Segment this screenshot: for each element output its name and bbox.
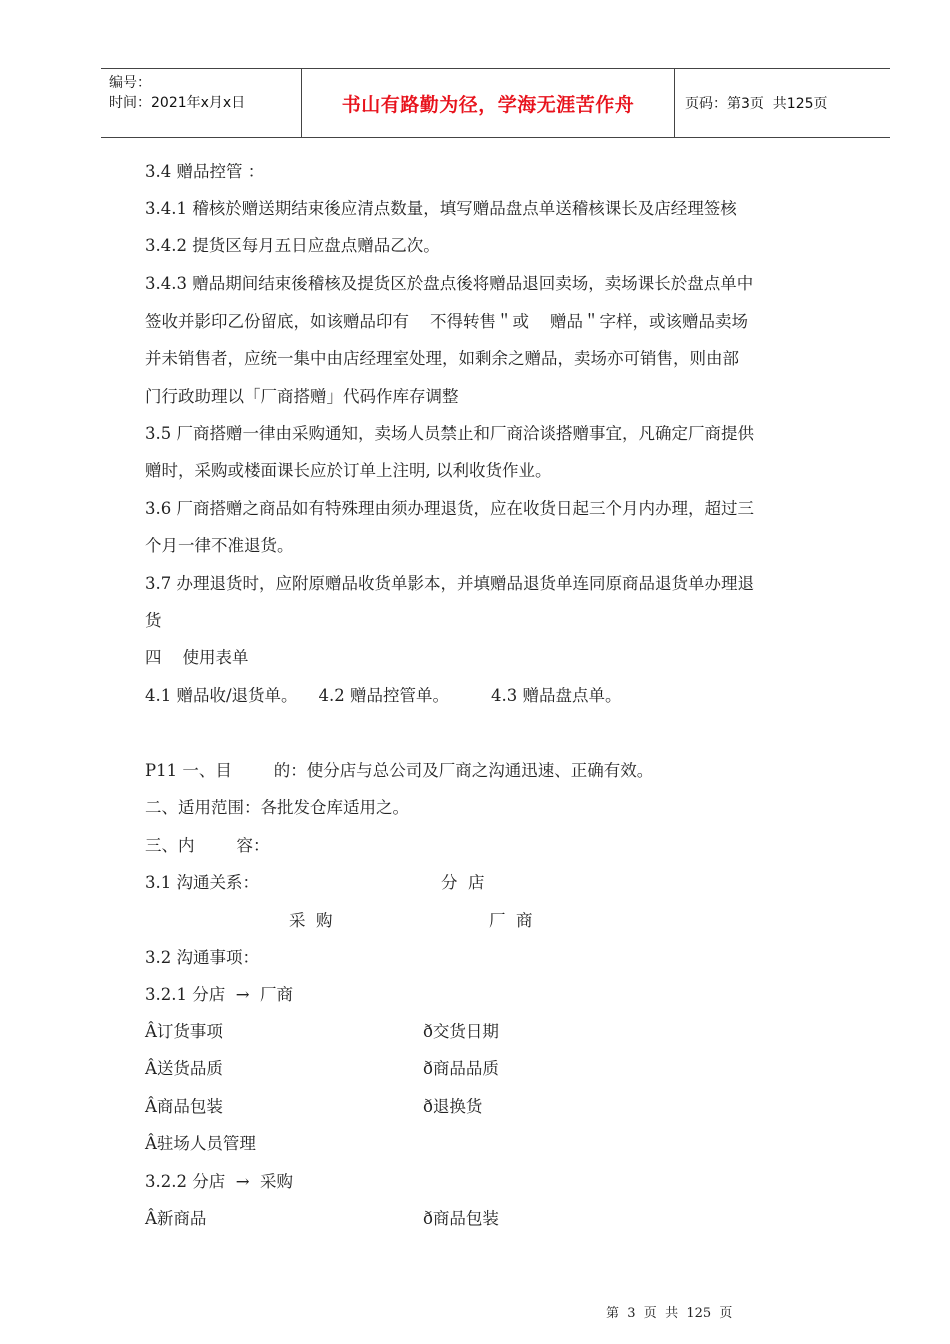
body-line: 3.5 厂商搭赠一律由采购通知，卖场人员禁止和厂商洽谈搭赠事宜，凡确定厂商提供 (145, 424, 754, 443)
body-line: 3.6 厂商搭赠之商品如有特殊理由须办理退货，应在收货日起三个月内办理，超过三 (145, 499, 754, 518)
body-line: 3.4.3 赠品期间结束後稽核及提货区於盘点後将赠品退回卖场，卖场课长於盘点单中 (145, 274, 754, 293)
body-line: 3.4 赠品控管 ： (145, 162, 265, 181)
body-line: 3.4.1 稽核於赠送期结束後应清点数量，填写赠品盘点单送稽核课长及店经理签核 (145, 199, 737, 218)
header-number-label: 编号： (109, 75, 151, 91)
list-item: Â送货品质 (145, 1059, 223, 1078)
header-slogan: 书山有路勤为径，学海无涯苦作舟 (301, 69, 675, 137)
body-line: 并未销售者，应统一集中由店经理室处理，如剩余之赠品，卖场亦可销售，则由部 (145, 349, 739, 368)
relation-store: 分 店 (441, 873, 485, 892)
page-footer: 第 3 页 共 125 页 (606, 1306, 733, 1321)
forms-list: 4.1 赠品收/退货单。 4.2 赠品控管单。 4.3 赠品盘点单。 (145, 686, 622, 705)
body-line: 3.7 办理退货时，应附原赠品收货单影本，并填赠品退货单连同原商品退货单办理退 (145, 574, 754, 593)
header-page-label: 页码：第3页 共125页 (685, 96, 828, 112)
list-item: Â新商品 (145, 1209, 207, 1228)
list-item: ð商品包装 (423, 1209, 499, 1228)
body-line: 个月一律不准退货。 (145, 536, 294, 555)
subsection-heading: 3.2.2 分店 → 采购 (145, 1172, 294, 1191)
header-time-label: 时间：2021年x月x日 (109, 95, 246, 111)
section-heading: 四 使用表单 (145, 648, 249, 667)
header-page-info (675, 69, 890, 137)
scope-line: 二、适用范围：各批发仓库适用之。 (145, 798, 409, 817)
subsection-heading: 3.2.1 分店 → 厂商 (145, 985, 294, 1004)
matters-heading: 3.2 沟通事项： (145, 948, 259, 967)
purpose-line: P11 一、目 的：使分店与总公司及厂商之沟通迅速、正确有效。 (145, 761, 654, 780)
relation-purchasing: 采 购 (289, 911, 333, 930)
document-header (101, 68, 890, 138)
body-line: 签收并影印乙份留底，如该赠品印有 不得转售＂或 赠品＂字样，或该赠品卖场 (145, 312, 748, 331)
list-item: Â商品包装 (145, 1097, 223, 1116)
body-line: 3.4.2 提货区每月五日应盘点赠品乙次。 (145, 236, 440, 255)
relation-heading: 3.1 沟通关系： (145, 873, 259, 892)
content-heading: 三、内 容： (145, 836, 270, 855)
list-item: Â订货事项 (145, 1022, 223, 1041)
body-line: 门行政助理以「厂商搭赠」代码作库存调整 (145, 387, 459, 406)
header-meta (101, 69, 301, 137)
list-item: ð退换货 (423, 1097, 483, 1116)
list-item: ð商品品质 (423, 1059, 499, 1078)
list-item: ð交货日期 (423, 1022, 499, 1041)
body-line: 赠时，采购或楼面课长应於订单上注明, 以利收货作业。 (145, 461, 552, 480)
list-item: Â驻场人员管理 (145, 1134, 256, 1153)
relation-vendor: 厂 商 (489, 911, 533, 930)
body-line: 货 (145, 611, 162, 630)
